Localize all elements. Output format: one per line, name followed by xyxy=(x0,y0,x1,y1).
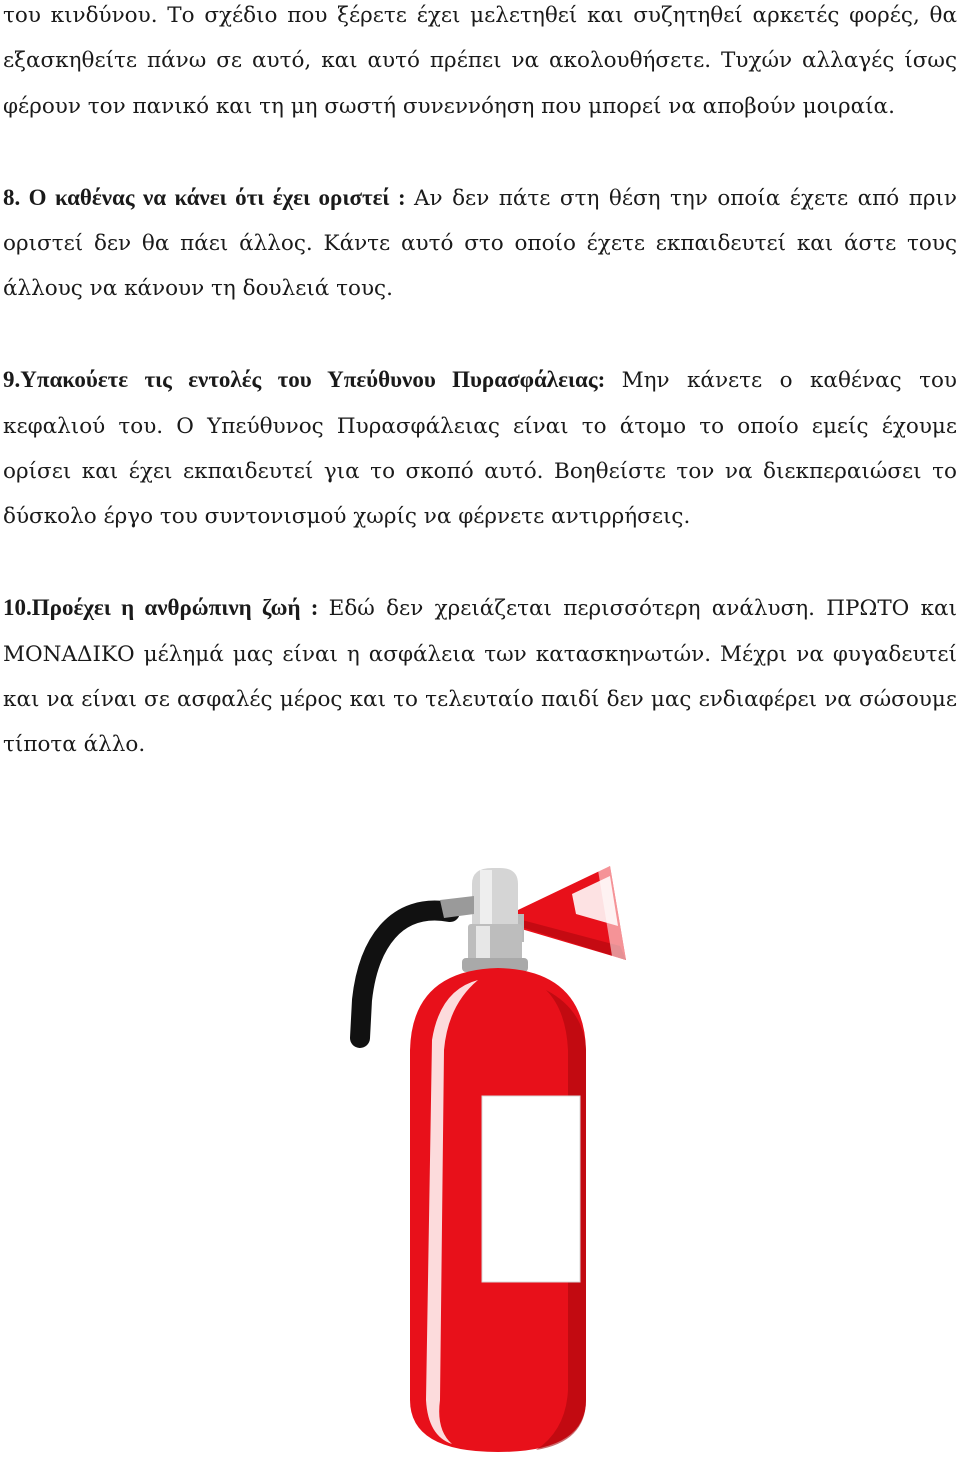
paragraph-lead: 10.Προέχει η ανθρώπινη ζωή : xyxy=(3,595,329,621)
paragraph-body: Μην κάνετε ο καθένας του κεφαλιού του. Ο Υπεύθυνος Πυρασφάλειας είναι το άτομο το οποίο εμείς έχουμε ορίσει και έχει εκπαιδευτεί για το σκοπό αυτό. Βοηθείστε τον να διεκπεραιώσει το δύσκολο έργο του συντονισμού χωρίς να φέρνετε αντιρρήσεις. xyxy=(3,368,957,530)
paragraph-item-8 xyxy=(3,175,957,312)
paragraph-lead: 8. Ο καθένας να κάνει ότι έχει οριστεί : xyxy=(3,184,415,210)
paragraph-continuation xyxy=(3,0,957,129)
paragraph-body: Εδώ δεν χρειάζεται περισσότερη ανάλυση. ΠΡΩΤΟ και ΜΟΝΑΔΙΚΟ μέλημά μας είναι η ασφάλεια των κατασκηνωτών. Μέχρι να φυγαδευτεί και να είναι σε ασφαλές μέρος και το τελευταίο παιδί δεν μας ενδιαφέρει να σώσουμε τίποτα άλλο. xyxy=(3,596,957,758)
paragraph-item-9 xyxy=(3,357,957,540)
paragraph-lead: 9.Υπακούετε τις εντολές του Υπεύθυνου Πυρασφάλειας: xyxy=(3,367,622,393)
fire-extinguisher-icon xyxy=(340,840,680,1460)
paragraph-item-10 xyxy=(3,585,957,768)
extinguisher-nozzle xyxy=(518,866,626,960)
paragraph-body: Αν δεν πάτε στη θέση την οποία έχετε από πριν οριστεί δεν θα πάει άλλος. Κάντε αυτό στο οποίο έχετε εκπαιδευτεί και άστε τους άλλους να κάνουν τη δουλειά τους. xyxy=(3,185,957,302)
paragraph-body: του κινδύνου. Το σχέδιο που ξέρετε έχει μελετηθεί και συζητηθεί αρκετές φορές, θα εξασκηθείτε πάνω σε αυτό, και αυτό πρέπει να ακολουθήσετε. Τυχών αλλαγές ίσως φέρουν τον πανικό και τη μη σωστή συνεννόηση που μπορεί να αποβούν μοιραία. xyxy=(3,3,957,119)
text-block xyxy=(3,0,957,768)
extinguisher-label xyxy=(482,1096,580,1282)
fire-extinguisher-svg xyxy=(340,840,680,1460)
